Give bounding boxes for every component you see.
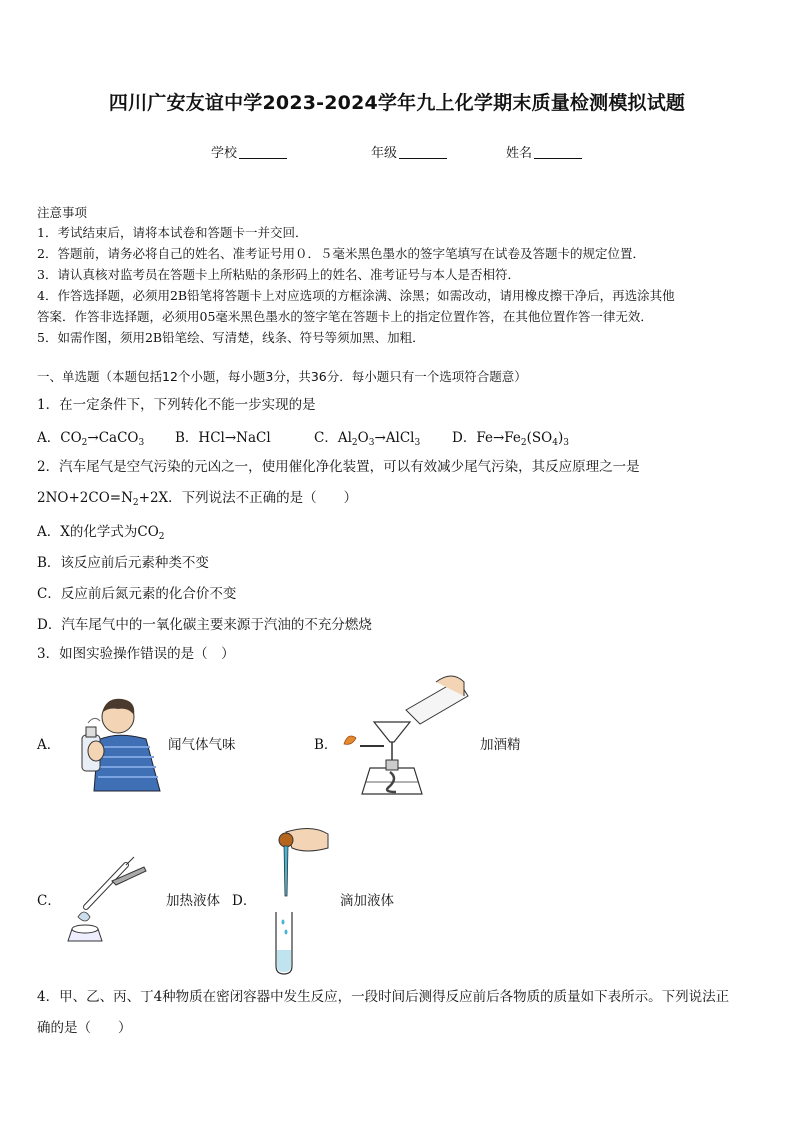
notice-item-4: 4．作答选择题，必须用2B铅笔将答题卡上对应选项的方框涂满、涂黑；如需改动，请用橡皮擦干净后，再选涂其他 (37, 288, 675, 303)
add-alcohol-figure (340, 672, 470, 802)
q2-a-text: A．X的化学式为CO (37, 524, 159, 540)
q1-c-sub3: 3 (414, 438, 421, 448)
q3-b-label: 加酒精 (480, 737, 521, 753)
q4-stem-line1: 4．甲、乙、丙、丁4种物质在密闭容器中发生反应，一段时间后测得反应前后各物质的质量如下表所示。下列说法正 (37, 989, 730, 1005)
q2-eq-sub: 2 (132, 498, 139, 508)
school-field (211, 142, 287, 161)
q1-c-sub2: 3 (368, 438, 375, 448)
page-title: 四川广安友谊中学2023-2024学年九上化学期末质量检测模拟试题 (108, 92, 686, 114)
q2-stem-line2 (37, 488, 357, 513)
q2-option-c[interactable]: C．反应前后氮元素的化合价不变 (37, 586, 237, 602)
smell-gas-figure (68, 695, 166, 795)
notice-item-4-cont: 答案．作答非选择题，必须用05毫米黑色墨水的签字笔在答题卡上的指定位置作答，在其他位置作答一律无效． (37, 309, 653, 324)
q1-d-text: D．Fe→Fe (452, 430, 521, 446)
q1-a-text: A．CO (37, 430, 82, 446)
q3-d-label: 滴加液体 (340, 893, 394, 909)
q1-d-end: ) (557, 430, 564, 446)
q1-option-b[interactable] (175, 426, 271, 446)
q3-a-label: 闻气体气味 (168, 737, 236, 753)
q3-c-label: 加热液体 (166, 893, 220, 909)
q2-option-a[interactable] (37, 520, 165, 542)
q2-option-b[interactable]: B．该反应前后元素种类不变 (37, 555, 209, 571)
q1-d-sub2: 4 (552, 438, 558, 448)
notice-heading: 注意事项 (37, 205, 88, 220)
q3-b-letter[interactable]: B． (314, 737, 338, 753)
q1-b-text: B．HCl→NaCl (175, 430, 271, 446)
q3-a-letter[interactable]: A． (37, 737, 61, 753)
q1-a-sub1: 2 (81, 438, 88, 448)
q1-d-sub3: 3 (563, 438, 569, 448)
q1-c-mid: O (357, 430, 369, 446)
q1-c-end: →AlCl (374, 430, 415, 446)
q4-stem-line2: 确的是（ ） (37, 1020, 132, 1036)
grade-field (371, 142, 447, 161)
name-label: 姓名 (506, 146, 533, 161)
q1-a-sub2: 3 (138, 438, 145, 448)
q2-option-d[interactable]: D．汽车尾气中的一氧化碳主要来源于汽油的不充分燃烧 (37, 617, 372, 633)
heat-liquid-figure (64, 855, 162, 947)
name-blank[interactable] (534, 146, 582, 159)
section-heading: 一、单选题（本题包括12个小题，每小题3分，共36分．每小题只有一个选项符合题意） (37, 369, 527, 384)
q2-a-sub: 2 (158, 532, 165, 542)
q2-stem-line1: 2．汽车尾气是空气污染的元凶之一，使用催化净化装置，可以有效减少尾气污染，其反应原理之一是 (37, 459, 640, 475)
notice-item-3: 3．请认真核对监考员在答题卡上所粘贴的条形码上的姓名、准考证号与本人是否相符． (37, 267, 520, 282)
q3-stem: 3．如图实验操作错误的是（ ） (37, 646, 235, 662)
q2-eq-a: 2NO+2CO=N (37, 490, 133, 506)
q1-stem: 1．在一定条件下，下列转化不能一步实现的是 (37, 397, 316, 413)
grade-label: 年级 (371, 146, 398, 161)
name-field (506, 142, 582, 161)
q3-c-letter[interactable]: C． (37, 893, 61, 909)
notice-item-5: 5．如需作图，须用2B铅笔绘、写清楚，线条、符号等须加黑、加粗． (37, 330, 425, 345)
drop-liquid-figure (262, 826, 332, 976)
q1-d-mid: (SO (526, 430, 553, 446)
q1-c-sub1: 2 (351, 438, 358, 448)
notice-item-2: 2．答题前，请务必将自己的姓名、准考证号用０．５毫米黑色墨水的签字笔填写在试卷及答题卡的规定位置． (37, 246, 645, 261)
school-blank[interactable] (239, 146, 287, 159)
school-label: 学校 (211, 146, 238, 161)
grade-blank[interactable] (399, 146, 447, 159)
q1-option-d[interactable] (452, 426, 569, 448)
q1-c-text: C．Al (314, 430, 352, 446)
q1-option-a[interactable] (37, 426, 144, 448)
notice-item-1: 1．考试结束后，请将本试卷和答题卡一并交回． (37, 225, 308, 240)
q1-a-mid: →CaCO (87, 430, 139, 446)
q2-eq-b: +2X．下列说法不正确的是（ ） (138, 490, 358, 506)
q1-option-c[interactable] (314, 426, 420, 448)
q1-d-sub1: 2 (520, 438, 527, 448)
q3-d-letter[interactable]: D． (232, 893, 257, 909)
